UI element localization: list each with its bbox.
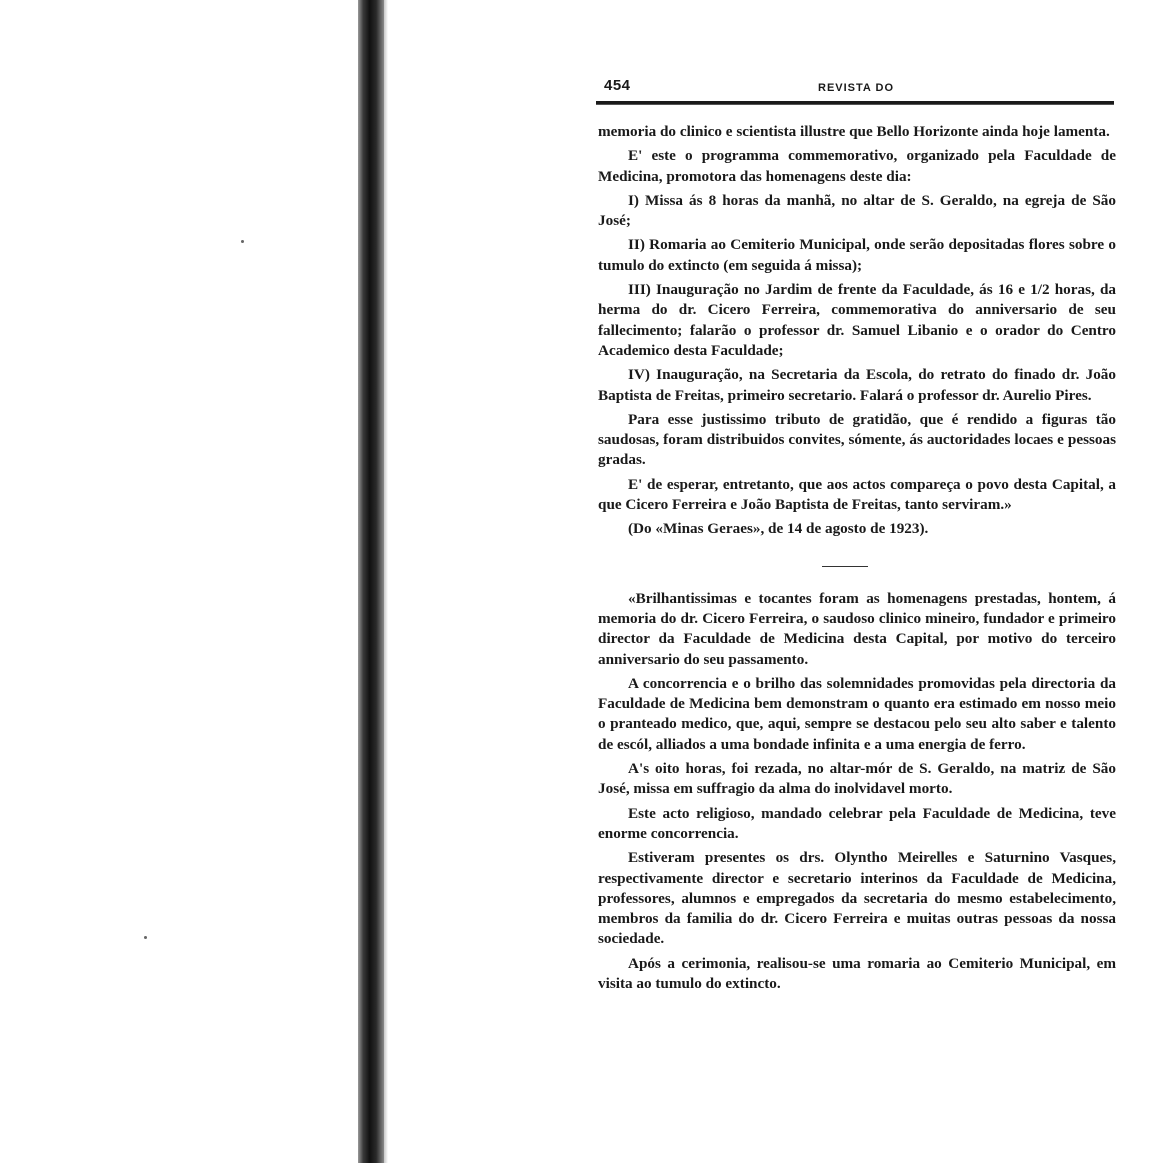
body-paragraph: A concorrencia e o brilho das solemnidades promovidas pela directoria da Faculdade de Medicina bem demonstram o quanto era estimado em nosso meio o pranteado medico, que, aqui, sempre se destacou pelo seu alto saber e talento de escól, alliados a uma bondade infinita e a uma energia de ferro. <box>598 674 1116 753</box>
body-paragraph: Estiveram presentes os drs. Olyntho Meirelles e Saturnino Vasques, respectivamente director e secretario interinos da Faculdade de Medicina, professores, alumnos e empregados da secretaria do mesmo estabelecimento, membros da familia do dr. Cicero Ferreira e muitas outras pessoas da nossa sociedade. <box>598 849 1116 948</box>
program-item: II) Romaria ao Cemiterio Municipal, onde serão depositadas flores sobre o tumulo do extincto (em seguida á missa); <box>598 236 1116 274</box>
program-item: IV) Inauguração, na Secretaria da Escola, do retrato do finado dr. João Baptista de Freitas, primeiro secretario. Falará o professor dr. Aurelio Pires. <box>598 366 1116 404</box>
body-paragraph: Para esse justissimo tributo de gratidão, que é rendido a figuras tão saudosas, foram distribuidos convites, sómente, ás auctoridades locaes e pessoas gradas. <box>598 410 1116 469</box>
body-paragraph: Este acto religioso, mandado celebrar pela Faculdade de Medicina, teve enorme concorrencia. <box>598 804 1116 842</box>
page-body <box>598 122 1116 998</box>
book-spine-shadow <box>358 0 384 1163</box>
body-paragraph: E' de esperar, entretanto, que aos actos compareça o povo desta Capital, a que Cicero Ferreira e João Baptista de Freitas, tanto serviram.» <box>598 475 1116 514</box>
program-item: III) Inauguração no Jardim de frente da Faculdade, ás 16 e 1/2 horas, da herma do dr. Cicero Ferreira, commemorativa do anniversario de seu fallecimento; falarão o professor dr. Samuel Libanio e o orador do Centro Academico desta Faculdade; <box>598 281 1116 359</box>
header-rule <box>596 101 1114 105</box>
source-citation: (Do «Minas Geraes», de 14 de agosto de 1923). <box>628 520 929 538</box>
page-number: 454 <box>604 77 631 94</box>
program-item: I) Missa ás 8 horas da manhã, no altar de S. Geraldo, na egreja de São José; <box>598 191 1116 230</box>
body-paragraph: E' este o programma commemorativo, organizado pela Faculdade de Medicina, promotora das homenagens deste dia: <box>598 147 1116 185</box>
section-divider <box>822 566 868 567</box>
body-paragraph: memoria do clinico e scientista illustre que Bello Horizonte ainda hoje lamenta. <box>598 123 1110 140</box>
scan-speck <box>144 936 147 939</box>
body-paragraph: A's oito horas, foi rezada, no altar-mór de S. Geraldo, na matriz de São José, missa em suffragio da alma do inolvidavel morto. <box>598 760 1116 798</box>
body-paragraph: Após a cerimonia, realisou-se uma romaria ao Cemiterio Municipal, em visita ao tumulo do extincto. <box>598 954 1116 992</box>
running-title: REVISTA DO <box>818 82 895 94</box>
body-paragraph: «Brilhantissimas e tocantes foram as homenagens prestadas, hontem, á memoria do dr. Cicero Ferreira, o saudoso clinico mineiro, fundador e primeiro director da Faculdade de Medicina desta Capital, por motivo do terceiro anniversario do seu passamento. <box>598 589 1116 668</box>
book-spine-edge <box>384 0 388 1163</box>
scan-speck <box>241 240 244 243</box>
